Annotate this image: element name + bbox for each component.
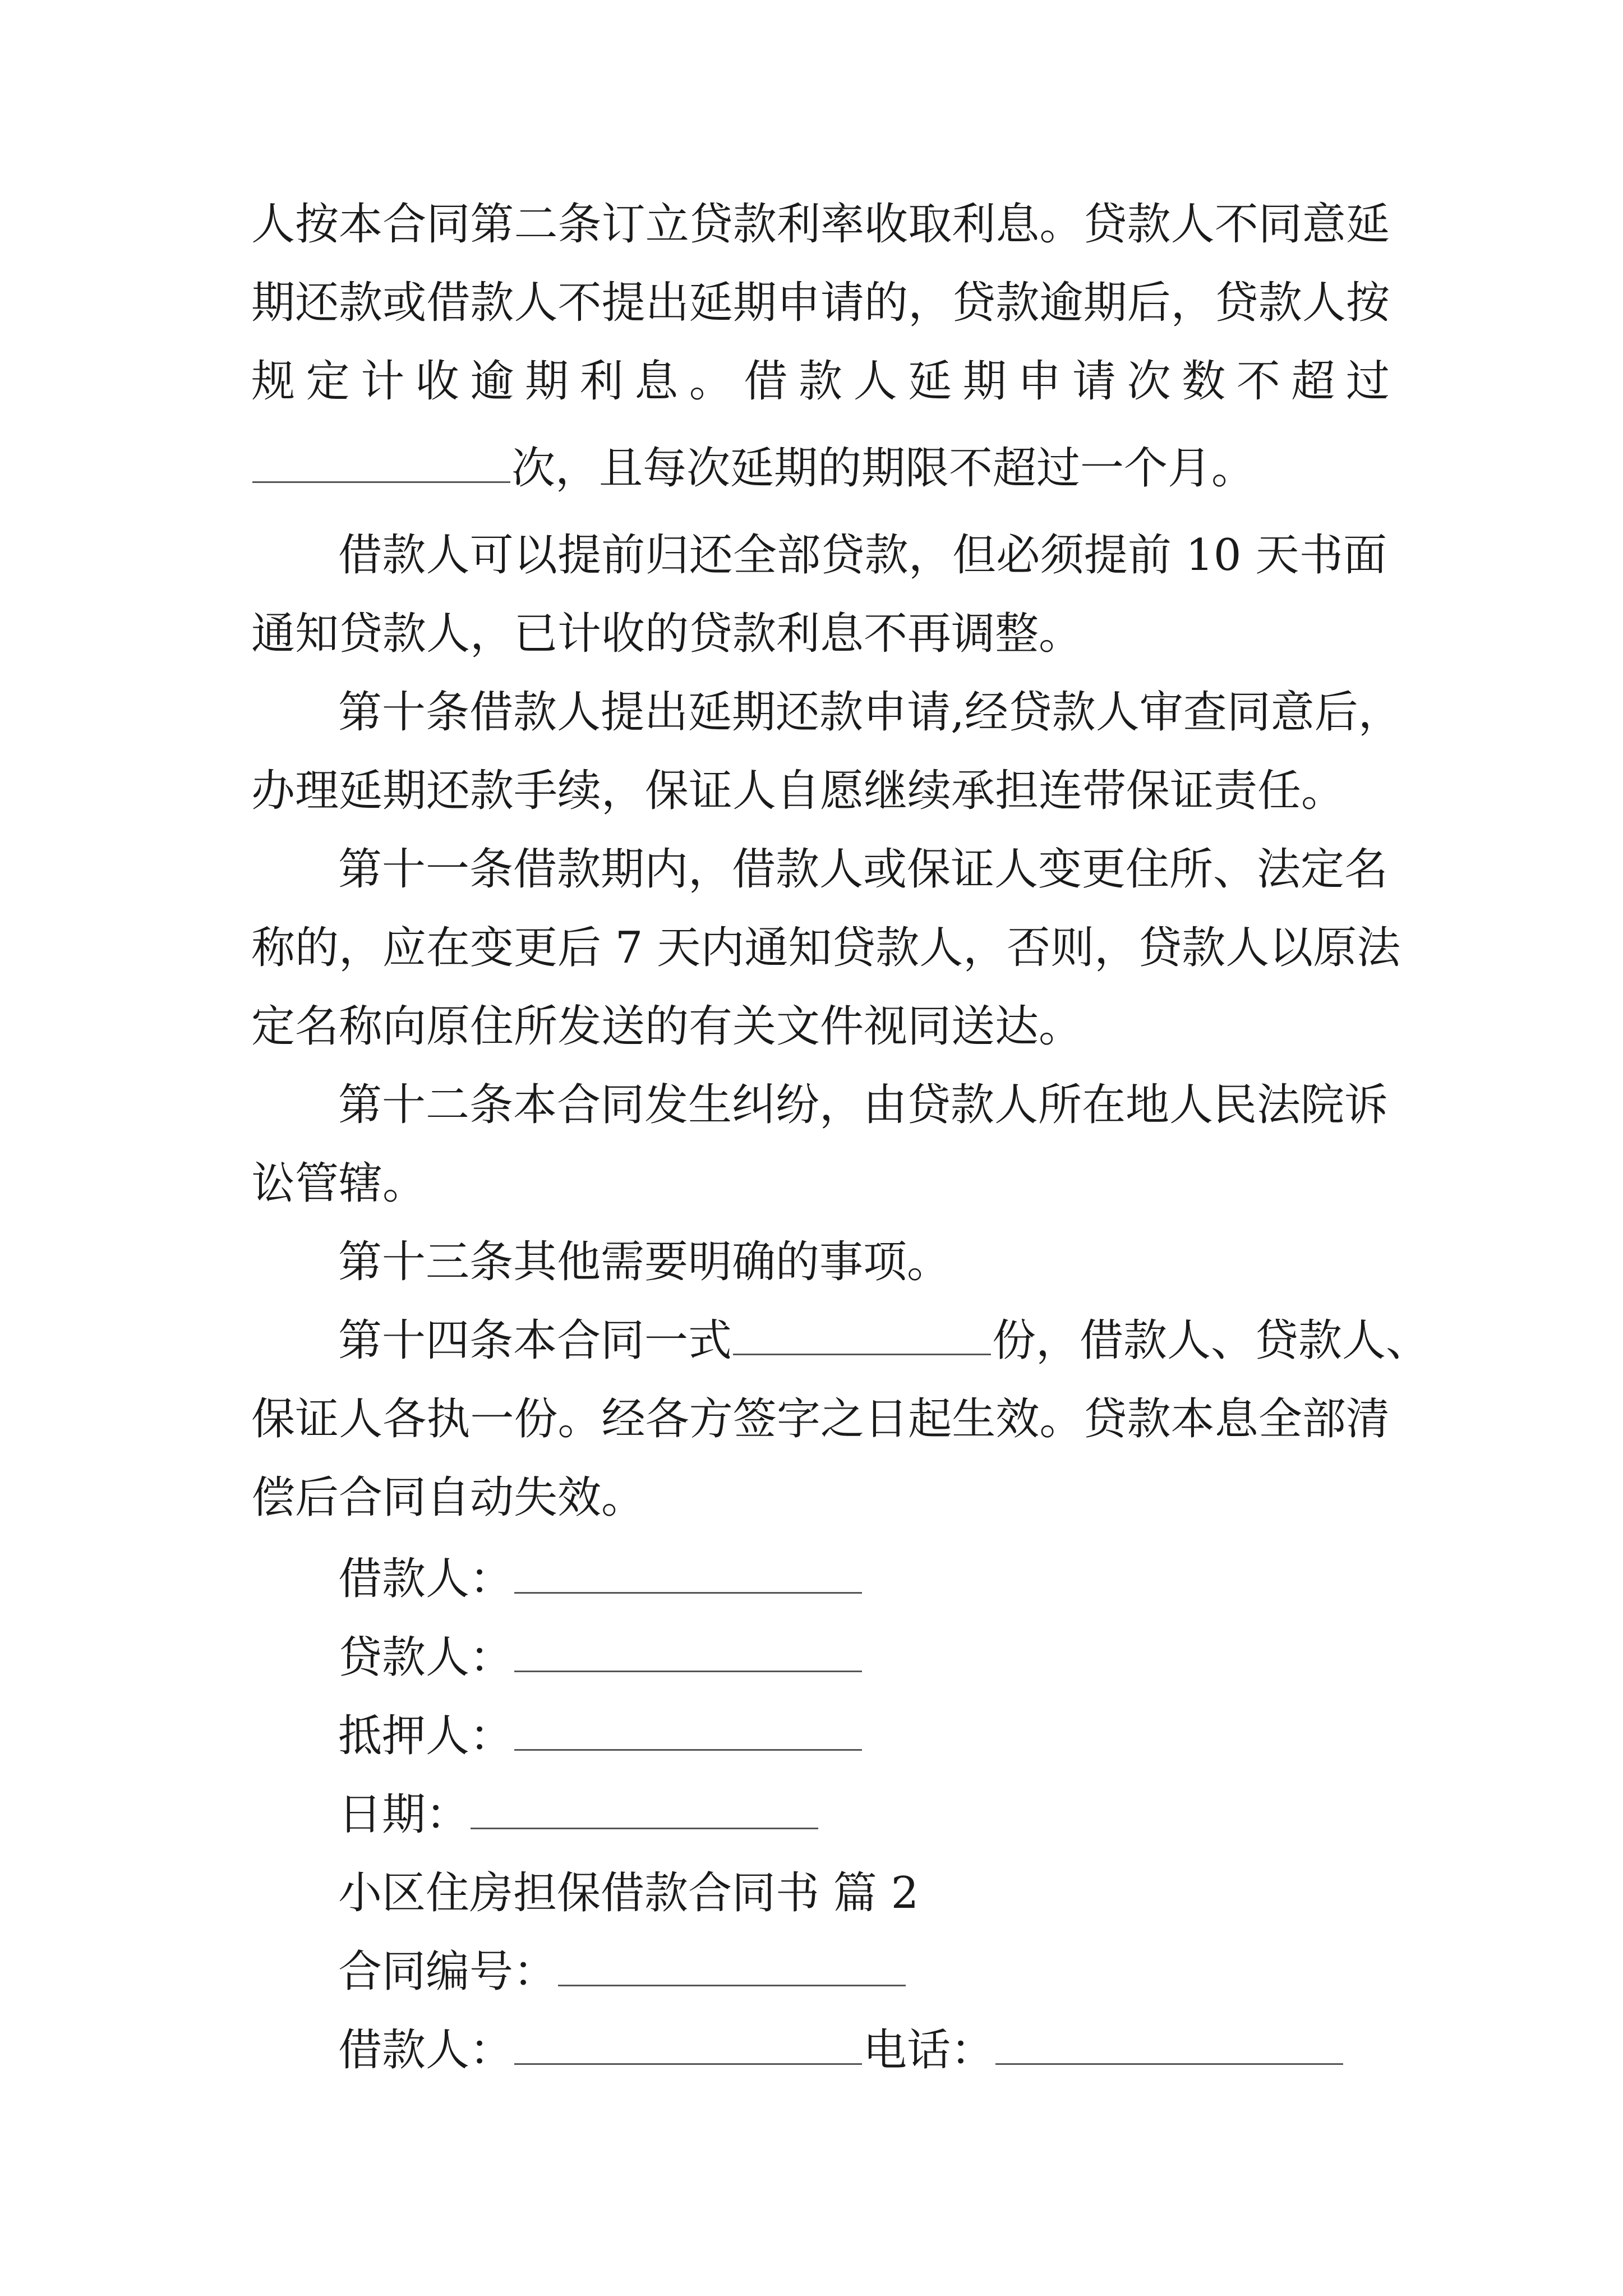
paragraph-line: 办理延期还款手续，保证人自愿继续承担连带保证责任。: [251, 766, 1345, 816]
borrower-label: 借款人：: [338, 1554, 514, 1604]
date-field[interactable]: [471, 1827, 818, 1829]
paragraph-line: 定名称向原住所发送的有关文件视同送达。: [251, 1001, 1083, 1052]
lender-signature-field[interactable]: [514, 1670, 862, 1672]
paragraph-line: [338, 1301, 1430, 1380]
paragraph-line: 期还款或借款人不提出延期申请的，贷款逾期后，贷款人按: [251, 278, 1390, 328]
paragraph-line: 第十三条其他需要明确的事项。: [338, 1237, 951, 1287]
paragraph-line: 第十二条本合同发生纠纷，由贷款人所在地人民法院诉: [338, 1080, 1389, 1130]
paragraph-line: 讼管辖。: [251, 1158, 427, 1209]
mortgagor-signature-line: [338, 1697, 1387, 1775]
paragraph-line: 规定计收逾期利息。借款人延期申请次数不超过: [251, 356, 1390, 407]
line-text: 次，且每次延期的期限不超过一个月。: [511, 443, 1256, 494]
paragraph-line: 称的，应在变更后 7 天内通知贷款人，否则，贷款人以原法: [251, 923, 1401, 973]
phone-field[interactable]: [995, 2063, 1343, 2065]
line-text: 第十四条本合同一式: [338, 1315, 732, 1366]
paragraph-line: 借款人可以提前归还全部贷款，但必须提前 10 天书面: [338, 530, 1387, 581]
blank-field[interactable]: [252, 481, 510, 483]
borrower-phone-line: [338, 2011, 1387, 2090]
borrower-signature-line: [338, 1540, 1387, 1618]
borrower-signature-field[interactable]: [514, 1591, 862, 1594]
paragraph-line: [251, 429, 1390, 508]
paragraph-line: 第十一条借款期内，借款人或保证人变更住所、法定名: [338, 844, 1389, 895]
paragraph-line: 第十条借款人提出延期还款申请,经贷款人审查同意后，: [338, 687, 1402, 738]
contract-number-field[interactable]: [558, 1984, 906, 1986]
contract-number-line: [338, 1932, 1387, 2011]
section-title: 小区住房担保借款合同书 篇 2: [338, 1868, 919, 1918]
date-line: [338, 1775, 1387, 1854]
borrower-label: 借款人：: [338, 2025, 514, 2076]
paragraph-line: 人按本合同第二条订立贷款利率收取利息。贷款人不同意延: [251, 199, 1390, 250]
paragraph-line: 通知贷款人，已计收的贷款利息不再调整。: [251, 609, 1083, 659]
paragraph-line: 保证人各执一份。经各方签字之日起生效。贷款本息全部清: [251, 1394, 1390, 1444]
line-text: 份，借款人、贷款人、: [992, 1315, 1430, 1366]
copies-blank-field[interactable]: [733, 1353, 991, 1355]
borrower-field[interactable]: [514, 2063, 862, 2065]
lender-signature-line: [338, 1618, 1387, 1697]
contract-number-label: 合同编号：: [338, 1947, 557, 1997]
date-label: 日期：: [338, 1789, 470, 1840]
mortgagor-signature-field[interactable]: [514, 1749, 862, 1751]
mortgagor-label: 抵押人：: [338, 1711, 514, 1761]
lender-label: 贷款人：: [338, 1632, 514, 1683]
phone-label: 电话：: [863, 2025, 995, 2076]
paragraph-line: 偿后合同自动失效。: [251, 1473, 645, 1523]
